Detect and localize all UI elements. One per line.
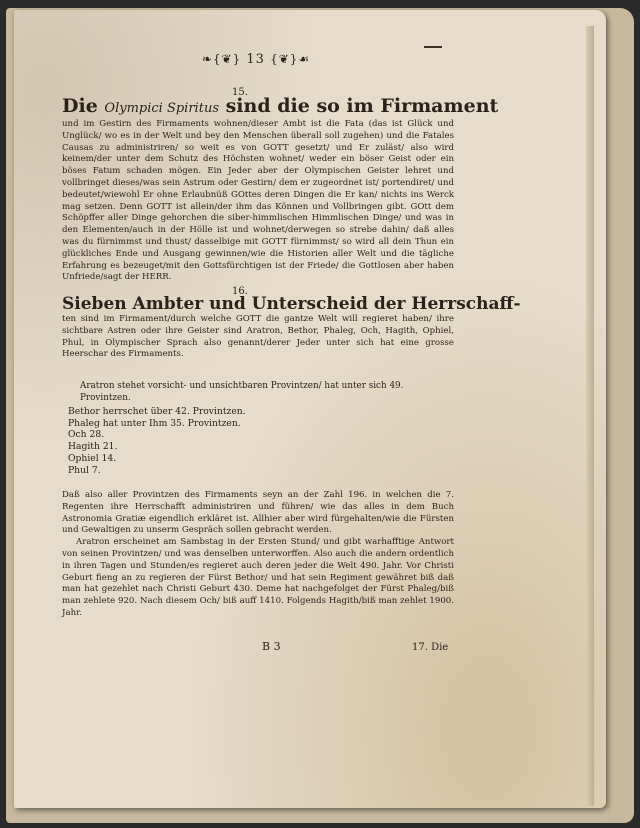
- lead-pre: Die: [62, 95, 98, 117]
- section-continued-para1: Daß also aller Provintzen des Firmaments seyn an der Zahl 196. in welchen die 7. Regenten ihre Herrschafft administriren und führen/ wie das alles in dem Buch Astronomia Gratiæ eigendlich erkläret ist. Allhier aber wird fürgehalten/wie die Fürsten und Gewaltigen zu unserm Gespräch sollen gebracht werden.: [62, 490, 454, 536]
- dash-mark: [424, 46, 442, 48]
- page-edge: [586, 26, 594, 806]
- province-item: Och 28.: [68, 429, 105, 441]
- section-15: [62, 95, 499, 284]
- aratron-line: Aratron stehet vorsicht- und unsichtbaren Provintzen/ hat unter sich 49. Provintzen.: [80, 381, 404, 403]
- province-item: Hagith 21.: [68, 441, 118, 453]
- page-header: [186, 52, 326, 67]
- ornament-right: {❦}☙: [270, 52, 311, 66]
- lead-italic: Olympici Spiritus: [104, 101, 219, 116]
- lead-post: sind die so im Firmament: [225, 95, 499, 117]
- catchword: 17. Die: [412, 642, 449, 653]
- province-item: Ophiel 14.: [68, 452, 117, 464]
- section-16-lead: Sieben Ambter und Unterscheid der Herrschaff-: [62, 294, 521, 314]
- section-16: [62, 294, 521, 361]
- section-15-body: und im Gestirn des Firmaments wohnen/dieser Ambt ist die Fata (das ist Glück und Unglück/ wo es in der Welt und bey den Menschen überall soll zugehen) und die Fatales Causas zu administriren/ so weit es von GOTT gesetzt/ und Er zuläst/ also wird keinem/der unter dem Schutz des Höchsten wohnet/ weder ein böser Geist oder ein böses Fatum schaden mögen. Ein Jeder aber der Olympischen Geister lehret und vollbringet dieses/was sein Astrum oder Gestirn/ dem er zugeordnet ist/ portendiret/ und bedeutet/wiewohl Er ohne Erlaubnüß GOttes deren Dingen die Er kan/ nichts ins Werck mag setzen. Denn GOTT ist allein/der ihm das Können und Vollbringen gibt. GOtt dem Schöpffer aller Dinge gehorchen die siber-himmlischen Himmlischen Dinge/ und was in den Elementen/auch in der Hölle ist und wohnet/derwegen so strebe dahin/ daß alles was du fürnimmst und thust/ dasselbige mit GOTT fürnimmst/ so wird all dein Thun ein glückliches Ende und Ausgang gewinnen/wie die Historien aller Welt und die tägliche Erfahrung es bezeuget/mit den Gottsfürchtigen ist der Friede/ die Gottlosen aber haben Unfriede/sagt der HERR.: [62, 119, 454, 283]
- section-number-15: 15.: [232, 87, 248, 98]
- section-continued: [62, 490, 454, 620]
- province-item: Phul 7.: [68, 464, 101, 476]
- ornament-left: ❧{❦}: [201, 52, 242, 66]
- section-16-body: ten sind im Firmament/durch welche GOTT die gantze Welt will regieret haben/ ihre sichtbare Astren oder ihre Geister sind Aratron, Bethor, Phaleg, Och, Hagith, Ophiel, Phul, in Olympischer Sprach also genannt/derer Jeder unter sich hat eine grosse Heerschar des Firmaments.: [62, 314, 454, 360]
- page-number: 13: [246, 52, 265, 67]
- province-list: [68, 406, 246, 476]
- province-item: Bethor herrschet über 42. Provintzen.: [68, 406, 246, 417]
- province-item: Phaleg hat unter Ihm 35. Provintzen.: [68, 417, 241, 429]
- section-number-16: 16.: [232, 286, 248, 297]
- signature-mark: B 3: [262, 640, 281, 653]
- section-15-lead: [62, 95, 499, 119]
- section-continued-para2: Aratron erscheinet am Sambstag in der Ersten Stund/ und gibt warhafftige Antwort von seinen Provintzen/ und was denselben unterworffen. Also auch die andern ordentlich in ihren Tagen und Stunden/es regieret auch deren jeder die Welt 490. Jahr. Vor Christi Geburt fieng an zu regieren der Fürst Bethor/ und hat sein Regiment gewähret biß daß man hat gezehlet nach Christi Geburt 430. Deme hat nachgefolget der Fürst Phaleg/biß man zehlete 920. Nach diesem Och/ biß auff 1410. Folgends Hagith/biß man zehlet 1900. Jahr.: [62, 537, 454, 618]
